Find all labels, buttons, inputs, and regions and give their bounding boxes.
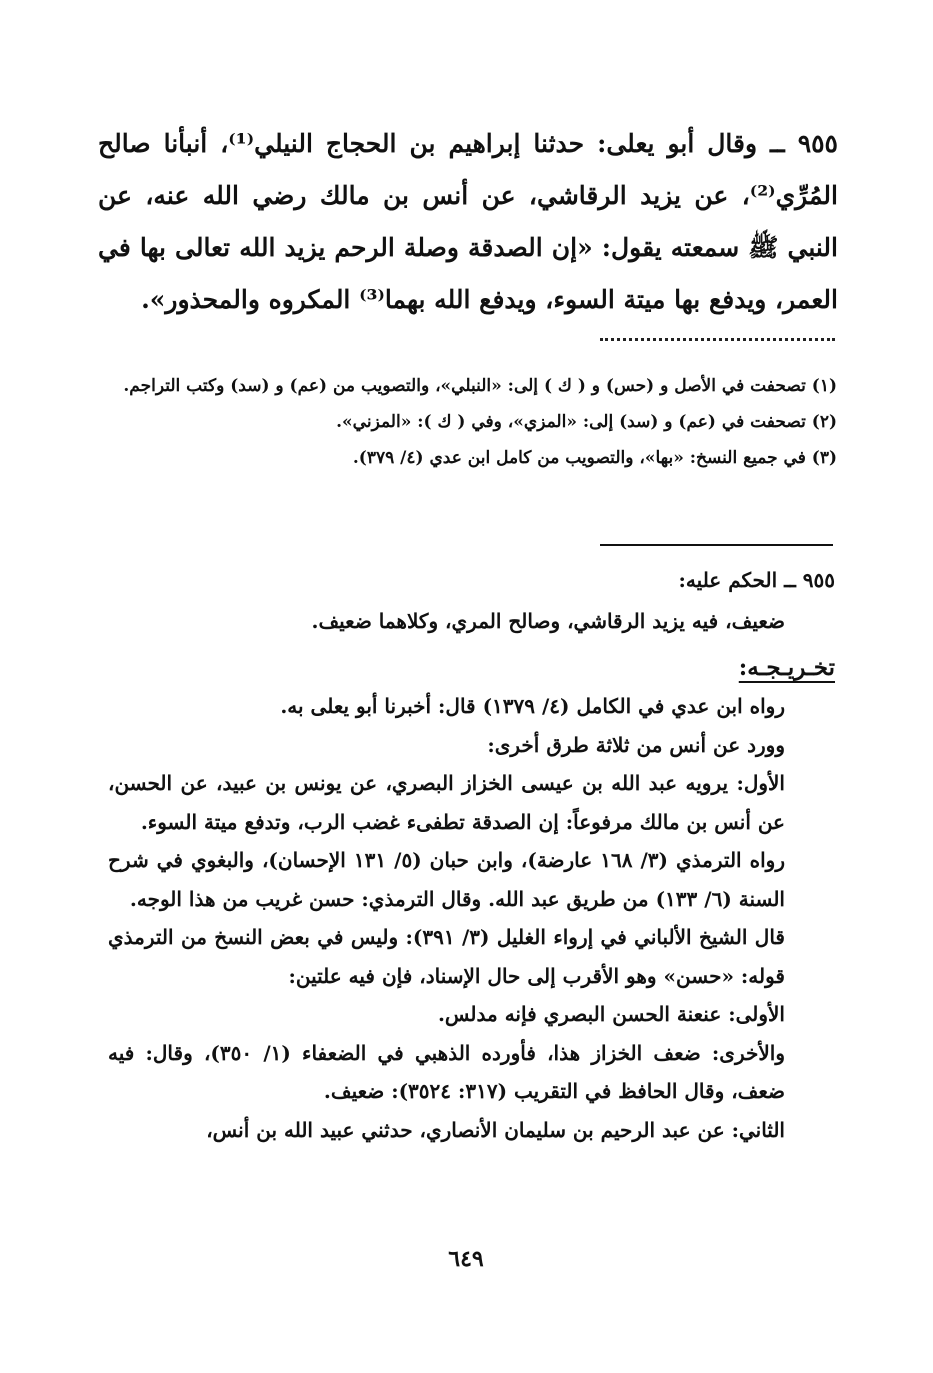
footnote-2: (٢) تصحفت في (عم) و (سد) إلى: «المزي»، وفي ( ك ): «المزني». [336,412,837,432]
paragraph-body: عن عبد الرحيم بن سليمان الأنصاري، حدثني عبيد الله بن أنس، [206,1117,732,1142]
footnotes [112,368,837,476]
paragraph-lead: الأولى: [728,1002,785,1026]
takhrij-paragraph: وورد عن أنس من ثلاثة طرق أخرى: [487,732,785,757]
takhrij-heading: تخـريـجـه: [738,653,835,681]
ruling-text: ضعيف، فيه يزيد الرقاشي، وصالح المري، وكلاهما ضعيف. [311,609,785,633]
ruling-heading: ٩٥٥ ــ الحكم عليه: [678,568,835,592]
footnote-3: (٣) في جميع النسخ: «بها»، والتصويب من كامل ابن عدي (٤/ ٣٧٩). [352,448,837,468]
takhrij-paragraph: رواه ابن عدي في الكامل (٤/ ١٣٧٩) قال: أخبرنا أبو يعلى به. [280,694,785,718]
paragraph-lead: الثاني: [731,1117,785,1142]
takhrij-paragraph [108,764,835,841]
paragraph-body: يرويه عبد الله بن عيسى الخزاز البصري، عن يونس بن عبيد، عن الحسن، عن أنس بن مالك مرفوعاً: إن الصدقة تطفىء غضب الرب، وتدفع ميتة السوء. [108,771,785,834]
paragraph-body: ضعف الخزاز هذا، فأورده الذهبي في الضعفاء (١/ ٣٥٠)، وقال: فيه ضعف، وقال الحافظ في التقريب (٣١٧: ٣٥٢٤): ضعيف. [108,1040,785,1103]
commentary [108,602,835,1149]
hadith-text: ٩٥٥ ــ وقال أبو يعلى: حدثنا إبراهيم بن الحجاج النيلي⁽¹⁾، أنبأنا صالح المُرِّي⁽²⁾، عن يزيد الرقاشي، عن أنس بن مالك رضي الله عنه، عن النبي ﷺ سمعته يقول: «إن الصدقة وصلة الرحم يزيد الله تعالى بها في العمر، ويدفع بها ميتة السوء، ويدفع الله بهما⁽³⁾ المكروه والمحذور». [98,129,838,314]
takhrij-paragraph [108,995,835,1034]
takhrij-paragraph [108,1111,835,1150]
takhrij-paragraph: رواه الترمذي (٣/ ١٦٨ عارضة)، وابن حبان (٥/ ١٣١ الإحسان)، والبغوي في شرح السنة (٦/ ١٣٣) من طريق عبد الله. وقال الترمذي: حسن غريب من هذا الوجه. [108,848,785,911]
page-number: ٦٤٩ [448,1246,484,1272]
footnote-separator [600,338,835,343]
paragraph-lead: والأخرى: [711,1040,785,1065]
takhrij-paragraph [108,1034,835,1111]
section-rule [600,544,833,546]
footnote-1: (١) تصحفت في الأصل و (حس) و ( ك ) إلى: «النبلي»، والتصويب من (عم) و (سد) وكتب التراجم. [123,376,837,396]
paragraph-body: عنعنة الحسن البصري فإنه مدلس. [437,1002,729,1026]
takhrij-paragraph: قال الشيخ الألباني في إرواء الغليل (٣/ ٣٩١): وليس في بعض النسخ من الترمذي قوله: «حسن» وهو الأقرب إلى حال الإسناد، فإن فيه علتين: [108,925,785,988]
paragraph-lead: الأول: [736,771,785,795]
